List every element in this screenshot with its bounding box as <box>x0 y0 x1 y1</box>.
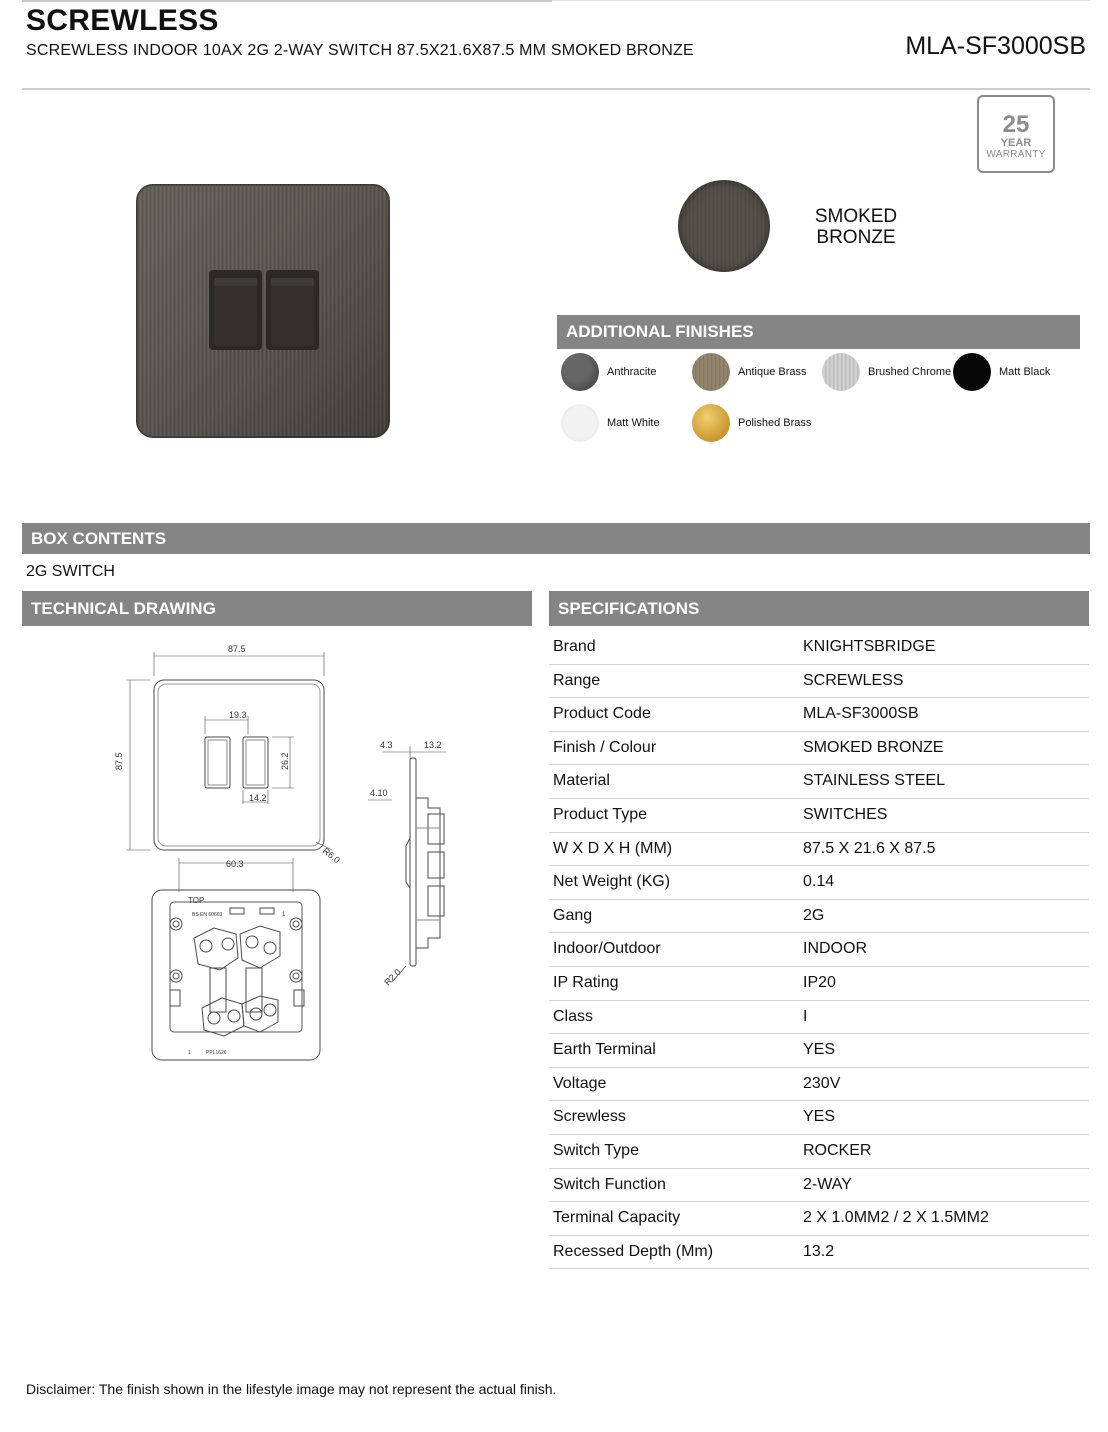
product-image <box>136 184 390 438</box>
header-divider <box>22 88 1090 90</box>
specifications-heading: SPECIFICATIONS <box>549 591 1089 626</box>
swatch-matt-white[interactable] <box>561 404 599 442</box>
dim-rocker-w: 14.2 <box>249 793 267 803</box>
spec-value: 230V <box>803 1074 841 1092</box>
dim-side-a: 4.3 <box>380 740 393 750</box>
spec-key: Voltage <box>553 1074 607 1092</box>
spec-value: SMOKED BRONZE <box>803 738 944 756</box>
table-row <box>549 1202 1089 1236</box>
back-one-label: 1 <box>282 912 286 918</box>
box-contents-item: 2G SWITCH <box>26 563 115 580</box>
spec-value: SWITCHES <box>803 805 888 823</box>
spec-key: IP Rating <box>553 973 619 991</box>
table-row <box>549 1068 1089 1102</box>
disclaimer: Disclaimer: The finish shown in the lifestyle image may not represent the actual finish. <box>26 1381 557 1397</box>
table-row <box>549 799 1089 833</box>
dim-back-width: 60.3 <box>226 859 244 869</box>
table-row <box>549 631 1089 665</box>
top-rule-right <box>552 0 1090 1</box>
spec-value: IP20 <box>803 973 836 991</box>
top-rule <box>22 0 552 2</box>
spec-key: W X D X H (MM) <box>553 839 673 857</box>
back-one-label-2: 1 <box>188 1050 191 1056</box>
spec-key: Earth Terminal <box>553 1041 656 1059</box>
dim-side-b: 13.2 <box>424 740 442 750</box>
table-row <box>549 1236 1089 1270</box>
swatch-label-matt-black: Matt Black <box>999 366 1051 378</box>
spec-value: INDOOR <box>803 940 867 958</box>
table-row <box>549 866 1089 900</box>
spec-value: KNIGHTSBRIDGE <box>803 638 936 655</box>
page-title: SCREWLESS <box>26 4 219 37</box>
spec-key: Terminal Capacity <box>553 1209 681 1227</box>
spec-value: 13.2 <box>803 1242 835 1260</box>
dim-height: 87.5 <box>114 752 124 770</box>
spec-key: Class <box>553 1007 594 1025</box>
dim-rocker-h: 26.2 <box>280 752 290 770</box>
spec-key: Screwless <box>553 1108 626 1126</box>
spec-value: MLA-SF3000SB <box>803 705 919 723</box>
swatch-antique-brass[interactable] <box>692 353 730 391</box>
front-view-plate <box>154 680 324 850</box>
page-subtitle: SCREWLESS INDOOR 10AX 2G 2-WAY SWITCH 87.5X21.6X87.5 MM SMOKED BRONZE <box>26 42 694 59</box>
dim-radius2: R2.0 <box>382 966 403 988</box>
finish-name-line1: SMOKED <box>814 206 898 227</box>
technical-drawing <box>110 638 480 1068</box>
spec-value: 0.14 <box>803 873 835 891</box>
table-row <box>549 1034 1089 1068</box>
swatch-label-matt-white: Matt White <box>607 417 660 429</box>
front-left-rocker <box>205 737 230 788</box>
product-code: MLA-SF3000SB <box>905 32 1086 60</box>
finish-swatch <box>678 180 770 272</box>
spec-value: SCREWLESS <box>803 671 904 689</box>
spec-value: YES <box>803 1041 836 1059</box>
swatch-anthracite[interactable] <box>561 353 599 391</box>
spec-value: 2G <box>803 906 825 924</box>
back-top-label: TOP <box>188 896 205 905</box>
table-row <box>549 900 1089 934</box>
finish-name <box>806 206 906 248</box>
back-view-plate <box>152 890 320 1060</box>
swatch-label-brushed-chrome: Brushed Chrome <box>868 366 952 378</box>
table-row <box>549 967 1089 1001</box>
spec-key: Material <box>553 772 610 790</box>
spec-key: Product Code <box>553 705 651 723</box>
warranty-number: 25 <box>1002 111 1030 138</box>
warranty-badge <box>977 95 1055 173</box>
spec-key: Switch Type <box>553 1141 639 1159</box>
table-row <box>549 1001 1089 1035</box>
spec-key: Finish / Colour <box>553 738 657 756</box>
swatch-label-anthracite: Anthracite <box>607 366 657 378</box>
spec-key: Switch Function <box>553 1175 666 1193</box>
spec-value: YES <box>803 1108 836 1126</box>
table-row <box>549 933 1089 967</box>
table-row <box>549 665 1089 699</box>
right-rocker <box>266 270 319 350</box>
table-row <box>549 732 1089 766</box>
finish-name-line2: BRONZE <box>816 227 896 248</box>
box-contents-heading: BOX CONTENTS <box>22 523 1090 554</box>
table-row <box>549 833 1089 867</box>
warranty-year: YEAR <box>1000 137 1032 149</box>
swatch-brushed-chrome[interactable] <box>822 353 860 391</box>
swatch-label-polished-brass: Polished Brass <box>738 417 812 429</box>
specifications-table <box>549 631 1089 1269</box>
spec-value: 2 X 1.0MM2 / 2 X 1.5MM2 <box>803 1209 989 1227</box>
spec-key: Indoor/Outdoor <box>553 940 661 958</box>
back-bs-label: BS EN 60669 <box>192 912 223 918</box>
dim-gap: 19.3 <box>229 710 247 720</box>
dim-side-c: 4.10 <box>370 788 388 798</box>
table-row <box>549 1101 1089 1135</box>
spec-key: Gang <box>553 906 593 924</box>
spec-value: ROCKER <box>803 1141 872 1159</box>
side-view-plate <box>410 758 416 966</box>
spec-value: I <box>803 1007 808 1025</box>
table-row <box>549 1169 1089 1203</box>
spec-value: 87.5 X 21.6 X 87.5 <box>803 839 936 857</box>
left-rocker <box>209 270 262 350</box>
swatch-label-antique-brass: Antique Brass <box>738 366 807 378</box>
spec-key: Recessed Depth (Mm) <box>553 1242 714 1260</box>
spec-key: Net Weight (KG) <box>553 873 671 891</box>
swatch-polished-brass[interactable] <box>692 404 730 442</box>
dim-width: 87.5 <box>228 644 246 654</box>
front-right-rocker <box>243 737 268 788</box>
technical-drawing-heading: TECHNICAL DRAWING <box>22 591 532 626</box>
warranty-text: WARRANTY <box>986 149 1046 160</box>
spec-key: Range <box>553 671 601 689</box>
swatch-matt-black[interactable] <box>953 353 991 391</box>
spec-value: 2-WAY <box>803 1175 852 1193</box>
table-row <box>549 765 1089 799</box>
table-row <box>549 698 1089 732</box>
dim-radius1: R6.0 <box>320 845 342 866</box>
spec-key: Product Type <box>553 805 647 823</box>
spec-key: Brand <box>553 638 596 655</box>
table-row <box>549 1135 1089 1169</box>
spec-value: STAINLESS STEEL <box>803 772 945 790</box>
additional-finishes-heading: ADDITIONAL FINISHES <box>557 315 1080 349</box>
back-ppl-label: PPL1626 <box>206 1050 227 1056</box>
